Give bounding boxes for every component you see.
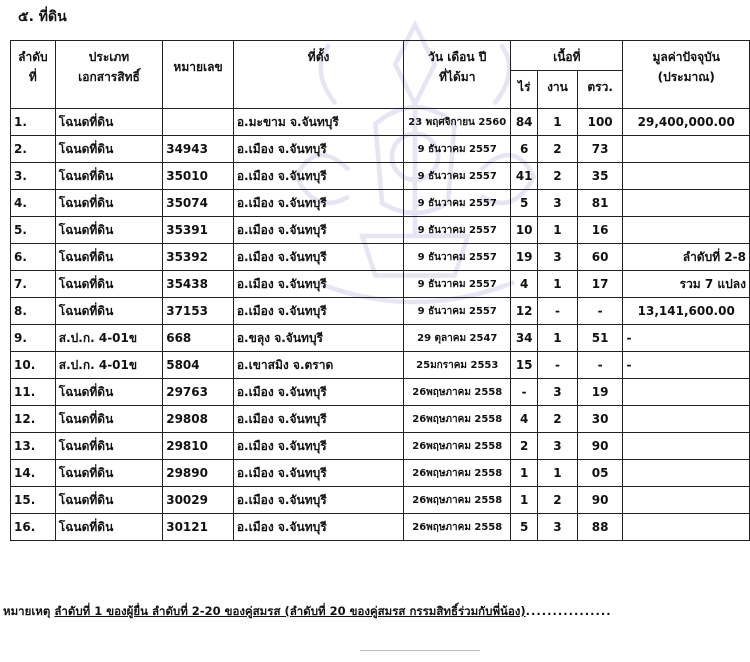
cell-num: 29890 — [163, 460, 234, 487]
cell-value — [623, 406, 750, 433]
cell-seq: 8. — [11, 298, 56, 325]
cell-date: 26พฤษภาคม 2558 — [404, 433, 511, 460]
cell-seq: 2. — [11, 136, 56, 163]
section-title: ๕. ที่ดิน — [18, 9, 67, 25]
header-number: หมายเลข — [163, 41, 234, 109]
cell-doc: โฉนดที่ดิน — [55, 163, 162, 190]
cell-value: - — [623, 325, 750, 352]
cell-ngan: 3 — [538, 379, 578, 406]
header-ngan: งาน — [538, 71, 578, 109]
cell-value: ลำดับที่ 2-8 — [623, 244, 750, 271]
cell-seq: 13. — [11, 433, 56, 460]
cell-doc: โฉนดที่ดิน — [55, 487, 162, 514]
cell-seq: 16. — [11, 514, 56, 541]
cell-rai: 1 — [511, 487, 538, 514]
cell-loc: อ.เขาสมิง จ.ตราด — [233, 352, 403, 379]
cell-rai: 41 — [511, 163, 538, 190]
cell-rai: - — [511, 379, 538, 406]
cell-wa: 60 — [577, 244, 623, 271]
cell-wa: - — [577, 298, 623, 325]
footnote-dots: ................ — [525, 604, 612, 618]
cell-value — [623, 217, 750, 244]
cell-rai: 15 — [511, 352, 538, 379]
cell-ngan: 2 — [538, 487, 578, 514]
cell-doc: โฉนดที่ดิน — [55, 109, 162, 136]
cell-num: 30029 — [163, 487, 234, 514]
footnote-label: หมายเหตุ — [3, 604, 51, 618]
cell-wa: - — [577, 352, 623, 379]
cell-wa: 90 — [577, 433, 623, 460]
cell-value: 29,400,000.00 — [623, 109, 750, 136]
cell-seq: 10. — [11, 352, 56, 379]
cell-rai: 84 — [511, 109, 538, 136]
cell-ngan: 1 — [538, 217, 578, 244]
scan-edge-line — [360, 650, 480, 653]
cell-ngan: 1 — [538, 460, 578, 487]
cell-doc: โฉนดที่ดิน — [55, 217, 162, 244]
table-row — [11, 379, 750, 406]
cell-rai: 5 — [511, 190, 538, 217]
table-row — [11, 298, 750, 325]
cell-date: 9 ธันวาคม 2557 — [404, 136, 511, 163]
cell-ngan: - — [538, 352, 578, 379]
cell-seq: 1. — [11, 109, 56, 136]
header-area: เนื้อที่ — [511, 41, 623, 71]
cell-loc: อ.เมือง จ.จันทบุรี — [233, 217, 403, 244]
cell-value: 13,141,600.00 — [623, 298, 750, 325]
cell-doc: ส.ป.ก. 4-01ข — [55, 325, 162, 352]
cell-wa: 19 — [577, 379, 623, 406]
cell-rai: 4 — [511, 271, 538, 298]
cell-num: 35010 — [163, 163, 234, 190]
cell-doc: โฉนดที่ดิน — [55, 298, 162, 325]
cell-ngan: 2 — [538, 406, 578, 433]
cell-date: 9 ธันวาคม 2557 — [404, 271, 511, 298]
cell-loc: อ.เมือง จ.จันทบุรี — [233, 406, 403, 433]
cell-date: 25มกราคม 2553 — [404, 352, 511, 379]
cell-seq: 15. — [11, 487, 56, 514]
table-row — [11, 352, 750, 379]
cell-value — [623, 163, 750, 190]
table-row — [11, 190, 750, 217]
table-row — [11, 217, 750, 244]
table-row — [11, 271, 750, 298]
cell-value — [623, 433, 750, 460]
cell-loc: อ.เมือง จ.จันทบุรี — [233, 379, 403, 406]
cell-date: 26พฤษภาคม 2558 — [404, 379, 511, 406]
header-doc-type: ประเภท เอกสารสิทธิ์ — [55, 41, 162, 109]
cell-loc: อ.เมือง จ.จันทบุรี — [233, 163, 403, 190]
header-seq: ลำดับ ที่ — [11, 41, 56, 109]
cell-wa: 81 — [577, 190, 623, 217]
header-location: ที่ตั้ง — [233, 41, 403, 109]
cell-ngan: 3 — [538, 433, 578, 460]
cell-seq: 11. — [11, 379, 56, 406]
cell-doc: โฉนดที่ดิน — [55, 433, 162, 460]
cell-value: - — [623, 352, 750, 379]
cell-value — [623, 487, 750, 514]
header-wa: ตรว. — [577, 71, 623, 109]
cell-loc: อ.เมือง จ.จันทบุรี — [233, 460, 403, 487]
cell-rai: 4 — [511, 406, 538, 433]
cell-doc: โฉนดที่ดิน — [55, 379, 162, 406]
table-row — [11, 109, 750, 136]
cell-date: 23 พฤศจิกายน 2560 — [404, 109, 511, 136]
cell-date: 9 ธันวาคม 2557 — [404, 190, 511, 217]
cell-rai: 34 — [511, 325, 538, 352]
cell-ngan: 3 — [538, 514, 578, 541]
cell-seq: 6. — [11, 244, 56, 271]
cell-date: 9 ธันวาคม 2557 — [404, 217, 511, 244]
cell-value — [623, 136, 750, 163]
cell-loc: อ.เมือง จ.จันทบุรี — [233, 487, 403, 514]
table-row — [11, 460, 750, 487]
header-date: วัน เดือน ปี ที่ได้มา — [404, 41, 511, 109]
cell-doc: โฉนดที่ดิน — [55, 460, 162, 487]
table-row — [11, 244, 750, 271]
cell-doc: ส.ป.ก. 4-01ข — [55, 352, 162, 379]
cell-ngan: 1 — [538, 325, 578, 352]
cell-date: 26พฤษภาคม 2558 — [404, 406, 511, 433]
header-value: มูลค่าปัจจุบัน (ประมาณ) — [623, 41, 750, 109]
cell-num: 29808 — [163, 406, 234, 433]
table-row — [11, 136, 750, 163]
cell-seq: 7. — [11, 271, 56, 298]
cell-num: 5804 — [163, 352, 234, 379]
cell-ngan: 2 — [538, 163, 578, 190]
cell-seq: 3. — [11, 163, 56, 190]
cell-ngan: 3 — [538, 244, 578, 271]
cell-doc: โฉนดที่ดิน — [55, 136, 162, 163]
cell-loc: อ.เมือง จ.จันทบุรี — [233, 190, 403, 217]
cell-num: 29810 — [163, 433, 234, 460]
cell-loc: อ.ขลุง จ.จันทบุรี — [233, 325, 403, 352]
cell-num: 30121 — [163, 514, 234, 541]
cell-ngan: 2 — [538, 136, 578, 163]
cell-date: 26พฤษภาคม 2558 — [404, 514, 511, 541]
cell-num: 34943 — [163, 136, 234, 163]
cell-wa: 17 — [577, 271, 623, 298]
cell-loc: อ.เมือง จ.จันทบุรี — [233, 514, 403, 541]
table-row — [11, 433, 750, 460]
cell-doc: โฉนดที่ดิน — [55, 406, 162, 433]
cell-date: 9 ธันวาคม 2557 — [404, 298, 511, 325]
footnote-text: ลำดับที่ 1 ของผู้ยื่น ลำดับที่ 2-20 ของคู่สมรส (ลำดับที่ 20 ของคู่สมรส กรรมสิทธิ์ร่วมกับพี่น้อง) — [54, 604, 526, 618]
table-row — [11, 325, 750, 352]
cell-loc: อ.เมือง จ.จันทบุรี — [233, 136, 403, 163]
cell-loc: อ.มะขาม จ.จันทบุรี — [233, 109, 403, 136]
cell-ngan: 3 — [538, 190, 578, 217]
cell-loc: อ.เมือง จ.จันทบุรี — [233, 298, 403, 325]
cell-wa: 100 — [577, 109, 623, 136]
cell-value: รวม 7 แปลง — [623, 271, 750, 298]
cell-value — [623, 514, 750, 541]
cell-seq: 9. — [11, 325, 56, 352]
cell-rai: 2 — [511, 433, 538, 460]
cell-rai: 12 — [511, 298, 538, 325]
footnote — [3, 603, 612, 621]
cell-rai: 19 — [511, 244, 538, 271]
cell-num: 35074 — [163, 190, 234, 217]
cell-num: 35392 — [163, 244, 234, 271]
header-rai: ไร่ — [511, 71, 538, 109]
cell-doc: โฉนดที่ดิน — [55, 514, 162, 541]
cell-loc: อ.เมือง จ.จันทบุรี — [233, 433, 403, 460]
table-row — [11, 163, 750, 190]
table-row — [11, 487, 750, 514]
cell-seq: 12. — [11, 406, 56, 433]
cell-wa: 88 — [577, 514, 623, 541]
table-row — [11, 406, 750, 433]
land-table — [10, 40, 750, 541]
cell-ngan: 1 — [538, 271, 578, 298]
cell-value — [623, 379, 750, 406]
table-row — [11, 514, 750, 541]
cell-ngan: - — [538, 298, 578, 325]
cell-rai: 5 — [511, 514, 538, 541]
cell-date: 29 ตุลาคม 2547 — [404, 325, 511, 352]
cell-num: 29763 — [163, 379, 234, 406]
cell-num: 35438 — [163, 271, 234, 298]
cell-loc: อ.เมือง จ.จันทบุรี — [233, 244, 403, 271]
cell-date: 9 ธันวาคม 2557 — [404, 244, 511, 271]
cell-wa: 51 — [577, 325, 623, 352]
cell-loc: อ.เมือง จ.จันทบุรี — [233, 271, 403, 298]
cell-wa: 73 — [577, 136, 623, 163]
cell-seq: 4. — [11, 190, 56, 217]
cell-wa: 05 — [577, 460, 623, 487]
cell-rai: 10 — [511, 217, 538, 244]
cell-seq: 5. — [11, 217, 56, 244]
cell-num: 37153 — [163, 298, 234, 325]
cell-wa: 35 — [577, 163, 623, 190]
cell-num — [163, 109, 234, 136]
cell-value — [623, 460, 750, 487]
cell-doc: โฉนดที่ดิน — [55, 244, 162, 271]
cell-rai: 6 — [511, 136, 538, 163]
cell-num: 35391 — [163, 217, 234, 244]
cell-date: 9 ธันวาคม 2557 — [404, 163, 511, 190]
cell-value — [623, 190, 750, 217]
cell-wa: 90 — [577, 487, 623, 514]
cell-seq: 14. — [11, 460, 56, 487]
cell-doc: โฉนดที่ดิน — [55, 190, 162, 217]
cell-rai: 1 — [511, 460, 538, 487]
cell-doc: โฉนดที่ดิน — [55, 271, 162, 298]
cell-num: 668 — [163, 325, 234, 352]
cell-wa: 16 — [577, 217, 623, 244]
cell-date: 26พฤษภาคม 2558 — [404, 460, 511, 487]
cell-ngan: 1 — [538, 109, 578, 136]
cell-date: 26พฤษภาคม 2558 — [404, 487, 511, 514]
cell-wa: 30 — [577, 406, 623, 433]
